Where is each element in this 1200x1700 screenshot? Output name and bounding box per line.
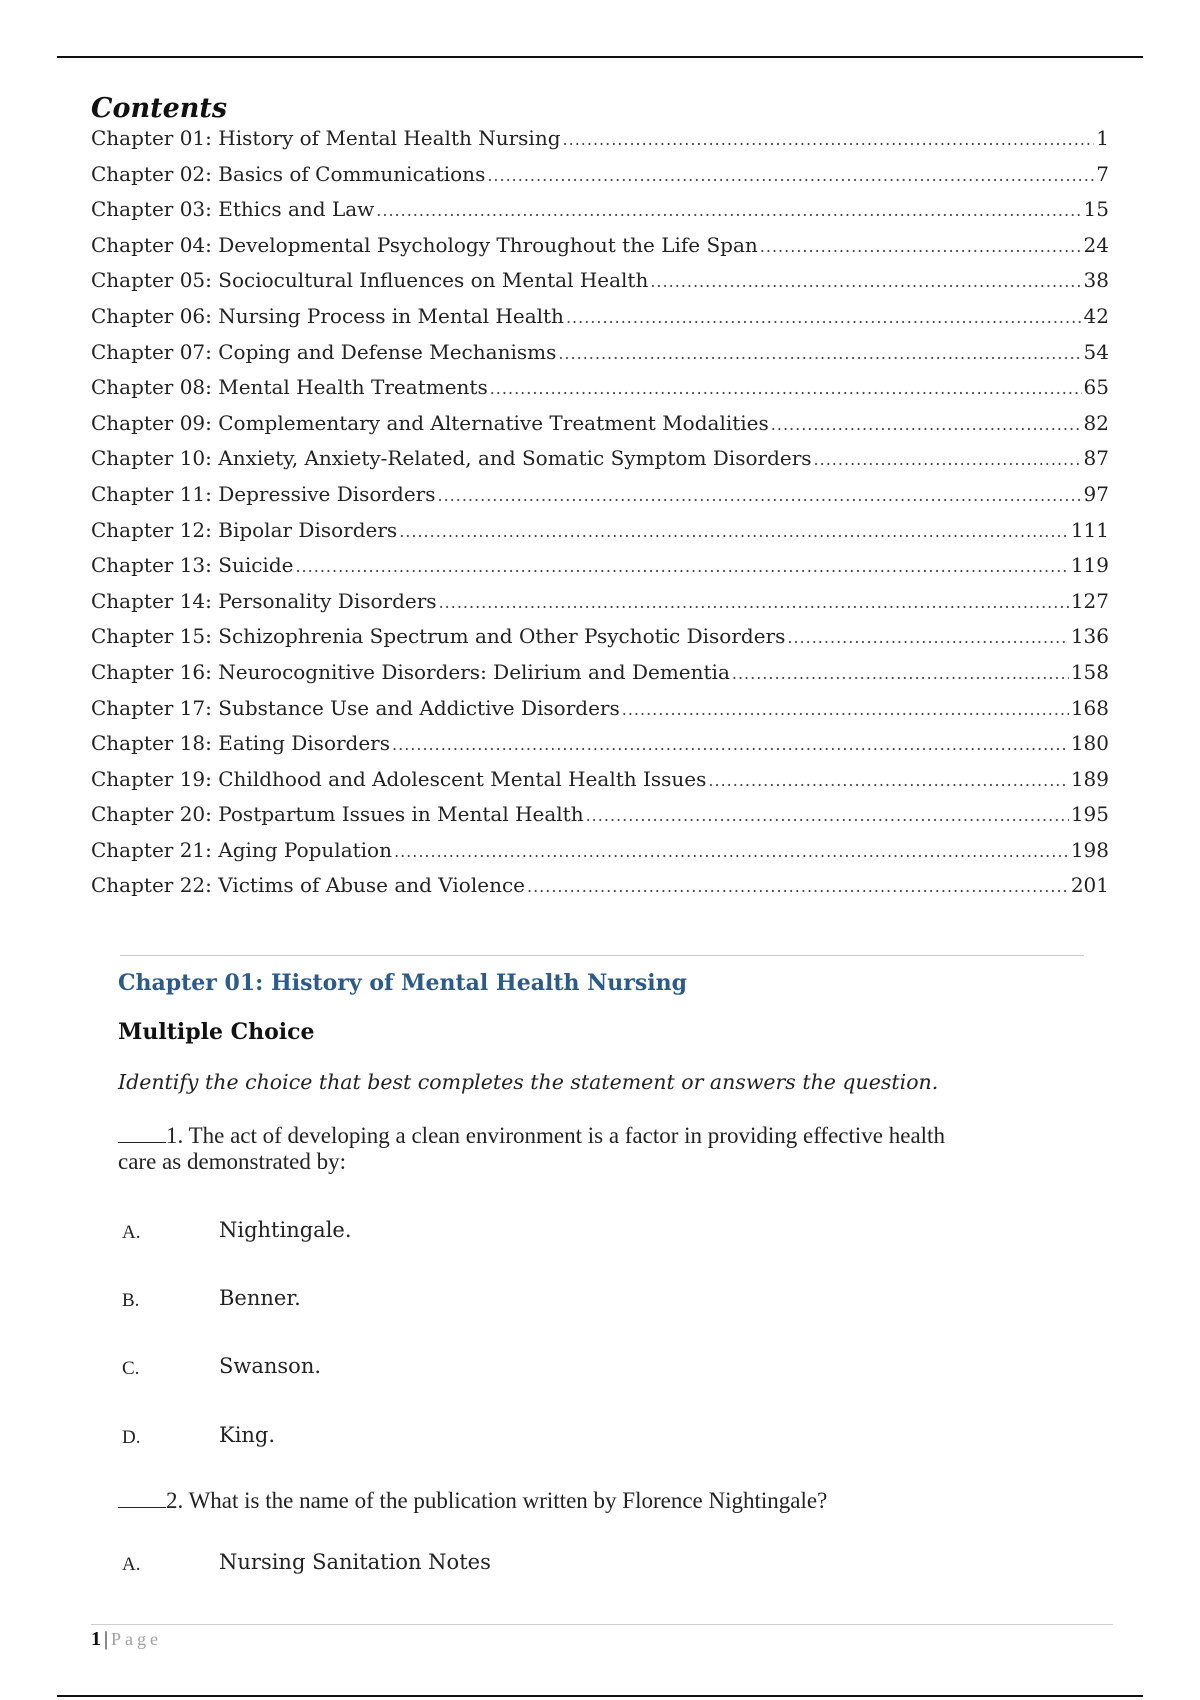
section-divider (120, 955, 1084, 956)
bottom-rule (57, 1695, 1143, 1697)
toc-page-number: 7 (1096, 161, 1109, 186)
toc-entry-title: Chapter 01: History of Mental Health Nursing (91, 126, 561, 150)
toc-leader-dots (650, 268, 1081, 296)
toc-page-number: 24 (1083, 232, 1109, 257)
footer-separator: | (104, 1628, 109, 1650)
toc-entry[interactable] (91, 800, 1109, 836)
table-of-contents (91, 124, 1109, 907)
toc-entry[interactable] (91, 694, 1109, 730)
option-text: Swanson. (219, 1354, 322, 1378)
multiple-choice-heading: Multiple Choice (118, 1019, 315, 1045)
toc-entry-title: Chapter 22: Victims of Abuse and Violence (91, 873, 525, 898)
toc-leader-dots (439, 589, 1069, 617)
page-number: 1 (91, 1628, 101, 1650)
toc-page-number: 54 (1083, 339, 1109, 364)
toc-page-number: 119 (1070, 553, 1109, 578)
toc-leader-dots (527, 873, 1069, 901)
footer-rule (91, 1624, 1113, 1625)
toc-page-number: 38 (1083, 268, 1109, 293)
page-label: Page (111, 1629, 163, 1649)
question-2 (118, 1488, 978, 1514)
chapter-heading: Chapter 01: History of Mental Health Nursing (118, 970, 687, 996)
toc-page-number: 65 (1083, 375, 1109, 400)
toc-leader-dots (490, 375, 1082, 403)
toc-title: Contents (91, 93, 228, 124)
toc-entry[interactable] (91, 338, 1109, 374)
option-text: Benner. (219, 1286, 301, 1310)
toc-entry-title: Chapter 18: Eating Disorders (91, 731, 391, 756)
toc-leader-dots (438, 482, 1082, 510)
toc-entry-title: Chapter 15: Schizophrenia Spectrum and Other Psychotic Disorders (91, 624, 786, 649)
instructions-text: Identify the choice that best completes the statement or answers the question. (118, 1070, 939, 1094)
toc-leader-dots (399, 518, 1069, 546)
toc-entry[interactable] (91, 871, 1109, 907)
toc-entry[interactable] (91, 836, 1109, 872)
toc-page-number: 201 (1070, 873, 1109, 898)
toc-entry[interactable] (91, 765, 1109, 801)
toc-leader-dots (295, 553, 1068, 581)
top-rule (57, 56, 1143, 58)
toc-entry[interactable] (91, 231, 1109, 267)
option-letter: A. (122, 1222, 141, 1243)
toc-page-number: 97 (1083, 481, 1109, 506)
toc-entry-title: Chapter 03: Ethics and Law (91, 197, 375, 222)
toc-entry-title: Chapter 20: Postpartum Issues in Mental Health (91, 802, 584, 827)
toc-leader-dots (732, 660, 1069, 688)
toc-entry-title: Chapter 12: Bipolar Disorders (91, 517, 398, 542)
toc-leader-dots (771, 411, 1082, 439)
toc-entry-title: Chapter 04: Developmental Psychology Throughout the Life Span (91, 232, 758, 257)
toc-entry-title: Chapter 21: Aging Population (91, 837, 392, 862)
toc-entry[interactable] (91, 124, 1109, 160)
page-footer (91, 1628, 162, 1651)
toc-entry-title: Chapter 11: Depressive Disorders (91, 481, 436, 506)
toc-entry-title: Chapter 16: Neurocognitive Disorders: Delirium and Dementia (91, 659, 730, 684)
toc-entry-title: Chapter 07: Coping and Defense Mechanisms (91, 339, 557, 364)
question-2-text: 2. What is the name of the publication written by Florence Nightingale? (166, 1488, 828, 1513)
option-text: King. (219, 1423, 276, 1447)
toc-entry-title: Chapter 13: Suicide (91, 553, 294, 578)
question-1 (118, 1123, 978, 1175)
toc-leader-dots (708, 767, 1068, 795)
toc-page-number: 15 (1083, 197, 1109, 222)
toc-page-number: 111 (1070, 517, 1109, 542)
toc-entry-title: Chapter 08: Mental Health Treatments (91, 375, 488, 400)
toc-page-number: 195 (1070, 802, 1109, 827)
toc-entry[interactable] (91, 302, 1109, 338)
toc-entry-title: Chapter 17: Substance Use and Addictive Disorders (91, 695, 620, 720)
option-text: Nightingale. (219, 1218, 352, 1242)
toc-page-number: 87 (1083, 446, 1109, 471)
option-letter: D. (122, 1427, 141, 1448)
toc-page-number: 158 (1070, 659, 1109, 684)
toc-leader-dots (394, 838, 1069, 866)
answer-blank[interactable] (118, 1124, 166, 1143)
toc-entry-title: Chapter 05: Sociocultural Influences on Mental Health (91, 268, 649, 293)
option-text: Nursing Sanitation Notes (219, 1550, 491, 1574)
toc-leader-dots (376, 197, 1081, 225)
toc-entry-title: Chapter 02: Basics of Communications (91, 161, 486, 186)
toc-leader-dots (487, 162, 1094, 190)
option-letter: C. (122, 1358, 140, 1379)
toc-page-number: 180 (1070, 731, 1109, 756)
toc-leader-dots (760, 233, 1082, 261)
toc-page-number: 82 (1083, 410, 1109, 435)
toc-entry-title: Chapter 06: Nursing Process in Mental Health (91, 303, 564, 328)
question-1-text: 1. The act of developing a clean environment is a factor in providing effective health care as demonstrated by: (118, 1123, 945, 1174)
toc-entry[interactable] (91, 480, 1109, 516)
toc-entry[interactable] (91, 622, 1109, 658)
toc-leader-dots (563, 126, 1095, 154)
toc-entry[interactable] (91, 516, 1109, 552)
toc-page-number: 127 (1070, 588, 1109, 613)
toc-entry[interactable] (91, 409, 1109, 445)
toc-entry[interactable] (91, 160, 1109, 196)
toc-leader-dots (787, 624, 1068, 652)
toc-leader-dots (566, 304, 1082, 332)
toc-entry-title: Chapter 09: Complementary and Alternative Treatment Modalities (91, 410, 769, 435)
toc-entry[interactable] (91, 444, 1109, 480)
toc-entry[interactable] (91, 658, 1109, 694)
toc-page-number: 189 (1070, 766, 1109, 791)
toc-entry-title: Chapter 14: Personality Disorders (91, 588, 437, 613)
toc-page-number: 42 (1083, 303, 1109, 328)
toc-entry-title: Chapter 19: Childhood and Adolescent Mental Health Issues (91, 766, 707, 791)
toc-leader-dots (392, 731, 1069, 759)
toc-entry[interactable] (91, 551, 1109, 587)
toc-leader-dots (622, 696, 1069, 724)
toc-entry[interactable] (91, 729, 1109, 765)
toc-leader-dots (586, 802, 1069, 830)
toc-leader-dots (814, 446, 1082, 474)
option-letter: B. (122, 1290, 140, 1311)
toc-leader-dots (558, 340, 1081, 368)
toc-entry[interactable] (91, 195, 1109, 231)
toc-entry-title: Chapter 10: Anxiety, Anxiety-Related, and Somatic Symptom Disorders (91, 446, 812, 471)
option-letter: A. (122, 1554, 141, 1575)
toc-page-number: 168 (1070, 695, 1109, 720)
toc-entry[interactable] (91, 373, 1109, 409)
toc-page-number: 198 (1070, 837, 1109, 862)
toc-entry[interactable] (91, 266, 1109, 302)
toc-page-number: 1 (1096, 126, 1109, 150)
answer-blank[interactable] (118, 1489, 166, 1508)
toc-entry[interactable] (91, 587, 1109, 623)
toc-page-number: 136 (1070, 624, 1109, 649)
